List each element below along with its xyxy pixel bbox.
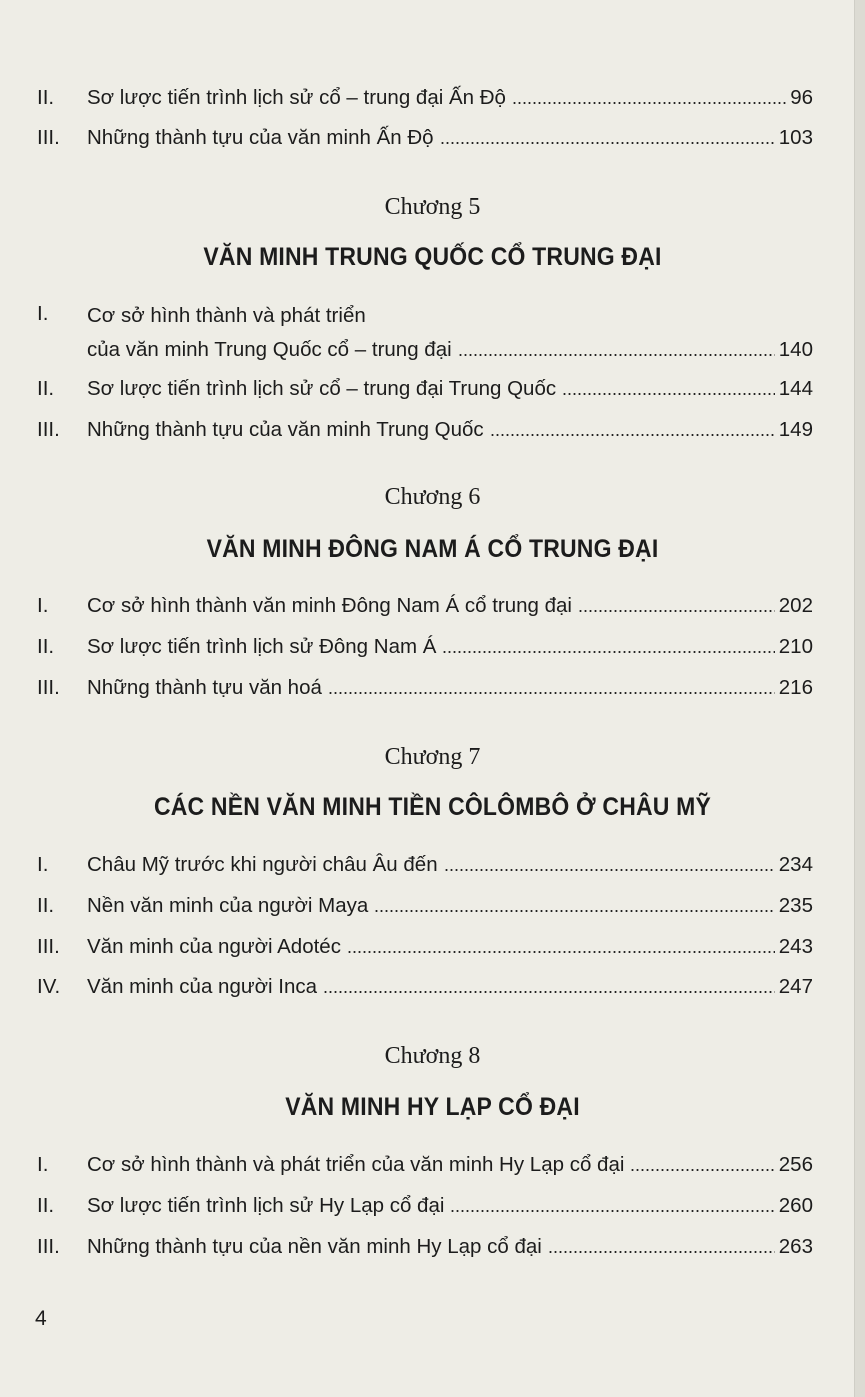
dot-leader xyxy=(323,990,775,994)
entry-page: 234 xyxy=(778,853,813,876)
toc-entry[interactable] xyxy=(37,121,813,155)
entry-page: 243 xyxy=(778,935,813,958)
entry-page: 235 xyxy=(778,894,813,917)
entry-page: 210 xyxy=(778,635,813,658)
toc-entry[interactable] xyxy=(37,372,813,406)
toc-entry[interactable] xyxy=(37,970,813,1004)
entry-page: 96 xyxy=(790,86,813,109)
chapter-label: Chương 8 xyxy=(384,1043,481,1069)
dot-leader xyxy=(578,609,775,613)
entry-page: 263 xyxy=(778,1235,813,1258)
toc-entry[interactable] xyxy=(37,297,813,367)
entry-number: I. xyxy=(37,1153,49,1176)
dot-leader xyxy=(440,141,775,145)
entry-page: 140 xyxy=(778,338,813,361)
entry-number: II. xyxy=(37,1194,55,1217)
entry-page: 216 xyxy=(778,676,813,699)
entry-title: Những thành tựu của văn minh Trung Quốc xyxy=(87,418,484,441)
toc-entry[interactable] xyxy=(37,413,813,447)
entry-number: I. xyxy=(37,853,49,876)
dot-leader xyxy=(374,909,775,913)
chapter-label: Chương 7 xyxy=(384,744,481,770)
entry-title: Những thành tựu của văn minh Ấn Độ xyxy=(87,126,434,149)
entry-title: Sơ lược tiến trình lịch sử cổ – trung đại Ấn Độ xyxy=(87,86,506,109)
dot-leader xyxy=(328,691,775,695)
dot-leader xyxy=(490,433,775,437)
entry-number: III. xyxy=(37,676,60,699)
entry-number: III. xyxy=(37,935,60,958)
entry-page: 256 xyxy=(778,1153,813,1176)
toc-entry[interactable] xyxy=(37,1148,813,1182)
entry-title: Sơ lược tiến trình lịch sử cổ – trung đại Trung Quốc xyxy=(87,377,557,400)
toc-entry[interactable] xyxy=(37,1189,813,1223)
entry-title: Những thành tựu văn hoá xyxy=(87,676,322,699)
toc-entry[interactable] xyxy=(37,81,813,115)
entry-number: IV. xyxy=(37,975,61,998)
entry-title: Văn minh của người Adotéc xyxy=(87,935,341,958)
toc-entry[interactable] xyxy=(37,930,813,964)
entry-number: II. xyxy=(37,894,55,917)
toc-entry[interactable] xyxy=(37,589,813,623)
chapter-label: Chương 6 xyxy=(384,484,481,510)
chapter-title: VĂN MINH TRUNG QUỐC CỔ TRUNG ĐẠI xyxy=(203,243,662,271)
entry-number: III. xyxy=(37,1235,60,1258)
dot-leader xyxy=(347,950,775,954)
entry-number: II. xyxy=(37,377,55,400)
dot-leader xyxy=(548,1250,775,1254)
entry-page: 103 xyxy=(778,126,813,149)
entry-title: Những thành tựu của nền văn minh Hy Lạp cổ đại xyxy=(87,1235,542,1258)
entry-number: II. xyxy=(37,86,55,109)
entry-page: 144 xyxy=(778,377,813,400)
entry-title: Nền văn minh của người Maya xyxy=(87,894,369,917)
dot-leader xyxy=(630,1168,774,1172)
entry-title: Sơ lược tiến trình lịch sử Đông Nam Á xyxy=(87,635,437,658)
toc-entry[interactable] xyxy=(37,630,813,664)
dot-leader xyxy=(442,650,774,654)
chapter-label: Chương 5 xyxy=(384,194,481,220)
entry-number: III. xyxy=(37,418,60,441)
page-number: 4 xyxy=(35,1307,47,1330)
entry-number: III. xyxy=(37,126,60,149)
entry-page: 260 xyxy=(778,1194,813,1217)
entry-title: Cơ sở hình thành văn minh Đông Nam Á cổ trung đại xyxy=(87,594,572,617)
entry-page: 247 xyxy=(778,975,813,998)
dot-leader xyxy=(444,868,775,872)
entry-page: 149 xyxy=(778,418,813,441)
entry-title: Cơ sở hình thành và phát triển của văn minh Hy Lạp cổ đại xyxy=(87,1153,625,1176)
entry-number: II. xyxy=(37,635,55,658)
entry-number: I. xyxy=(37,594,49,617)
dot-leader xyxy=(562,392,775,396)
dot-leader xyxy=(512,101,786,105)
entry-page: 202 xyxy=(778,594,813,617)
entry-title-line1: Cơ sở hình thành và phát triển xyxy=(87,304,366,327)
entry-title-line2: của văn minh Trung Quốc cổ – trung đại xyxy=(87,338,452,361)
toc-entry[interactable] xyxy=(37,889,813,923)
toc-entry[interactable] xyxy=(37,848,813,882)
entry-title: Sơ lược tiến trình lịch sử Hy Lạp cổ đại xyxy=(87,1194,445,1217)
toc-entry[interactable] xyxy=(37,1230,813,1264)
chapter-title: CÁC NỀN VĂN MINH TIỀN CÔLÔMBÔ Ở CHÂU MỸ xyxy=(153,793,712,821)
dot-leader xyxy=(458,353,775,357)
entry-title: Văn minh của người Inca xyxy=(87,975,318,998)
toc-entry[interactable] xyxy=(37,671,813,705)
chapter-title: VĂN MINH ĐÔNG NAM Á CỔ TRUNG ĐẠI xyxy=(206,535,659,563)
dot-leader xyxy=(450,1209,774,1213)
entry-title: Châu Mỹ trước khi người châu Âu đến xyxy=(87,853,438,876)
chapter-title: VĂN MINH HY LẠP CỔ ĐẠI xyxy=(285,1093,580,1121)
entry-number: I. xyxy=(37,302,49,325)
